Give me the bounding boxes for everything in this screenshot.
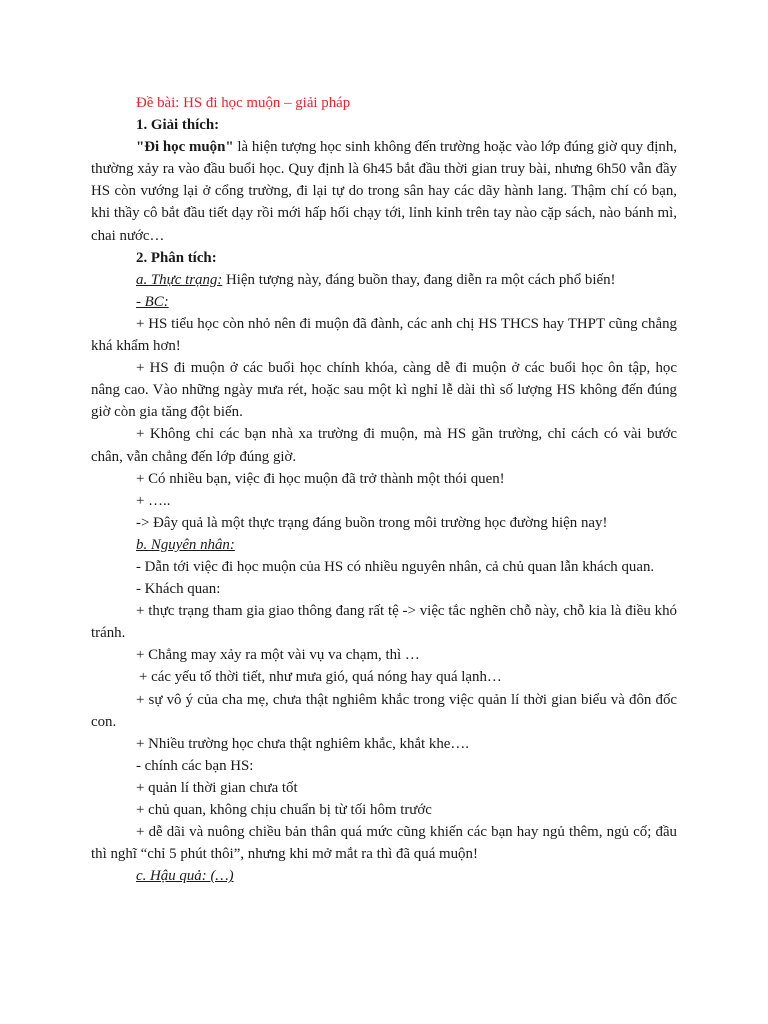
causes-label: b. Nguyên nhân: [136, 536, 235, 553]
status-text: Hiện tượng này, đáng buồn thay, đang diễn ra một cách phổ biến! [222, 271, 616, 288]
objective-item: + sự vô ý của cha mẹ, chưa thật nghiêm khắc trong việc quản lí thời gian biểu và đôn đốc con. [91, 691, 677, 730]
evidence-item: + Có nhiều bạn, việc đi học muộn đã trở thành một thói quen! [136, 470, 505, 487]
section-1-paragraph [91, 136, 677, 246]
subjective-item: + dễ dãi và nuông chiều bản thân quá mức cũng khiến các bạn hay ngủ thêm, ngủ cố; đầu thì nghĩ “chỉ 5 phút thôi”, nhưng khi mở mắt ra thì đã quá muộn! [91, 824, 677, 863]
objective-label: - Khách quan: [136, 581, 221, 598]
defined-term: "Đi học muộn" [136, 139, 234, 156]
causes-intro: - Dẫn tới việc đi học muộn của HS có nhiều nguyên nhân, cả chủ quan lẫn khách quan. [136, 558, 655, 575]
subjective-item: + chủ quan, không chịu chuẩn bị từ tối hôm trước [136, 802, 432, 818]
section-2-heading: 2. Phân tích: [136, 249, 217, 266]
evidence-item: + Không chỉ các bạn nhà xa trường đi muộn, mà HS gần trường, chỉ cách có vài bước chân, vẫn chẳng đến lớp đúng giờ. [91, 426, 677, 465]
evidence-item: + HS tiểu học còn nhỏ nên đi muộn đã đành, các anh chị HS THCS hay THPT cũng chẳng khá khẩm hơn! [91, 315, 677, 355]
consequences-label: c. Hậu quả: (…) [136, 868, 234, 885]
definition-text: là hiện tượng học sinh không đến trường hoặc vào lớp đúng giờ quy định, thường xảy ra vào đầu buổi học. Quy định là 6h45 bắt đầu thời gian truy bài, nhưng 6h50 vẫn đầy HS còn vướng lại ở cổng trường, đi lại tự do trong sân hay các dãy hành lang. Thậm chí có bạn, khi thầy cô bắt đầu tiết dạy rồi mới hấp hối chạy tới, lỉnh kỉnh trên tay nào cặp sách, nào bánh mì, chai nước… [91, 139, 677, 244]
evidence-item: + ….. [136, 492, 171, 509]
status-label: a. Thực trạng: [136, 271, 223, 288]
document-page [91, 92, 677, 887]
evidence-conclusion: -> Đây quả là một thực trạng đáng buồn trong môi trường học đường hiện nay! [136, 514, 608, 531]
document-title: Đề bài: HS đi học muộn – giải pháp [136, 95, 351, 111]
evidence-label: - BC: [136, 293, 169, 310]
objective-item: + các yếu tố thời tiết, như mưa gió, quá nóng hay quá lạnh… [139, 669, 502, 686]
subjective-label: - chính các bạn HS: [136, 757, 254, 774]
objective-item: + thực trạng tham gia giao thông đang rất tệ -> việc tắc nghẽn chỗ này, chỗ kia là điều khó tránh. [91, 603, 677, 642]
objective-item: + Nhiều trường học chưa thật nghiêm khắc, khắt khe…. [136, 735, 470, 752]
status-paragraph [91, 269, 677, 291]
evidence-item: + HS đi muộn ở các buổi học chính khóa, càng dễ đi muộn ở các buổi học ôn tập, học nâng cao. Vào những ngày mưa rét, hoặc sau một kì nghỉ lễ dài thì số lượng HS không đến đúng giờ còn gia tăng đột biến. [91, 360, 677, 421]
objective-item: + Chẳng may xảy ra một vài vụ va chạm, thì … [136, 647, 420, 664]
subjective-item: + quản lí thời gian chưa tốt [136, 779, 298, 796]
section-1-heading: 1. Giải thích: [136, 117, 220, 134]
